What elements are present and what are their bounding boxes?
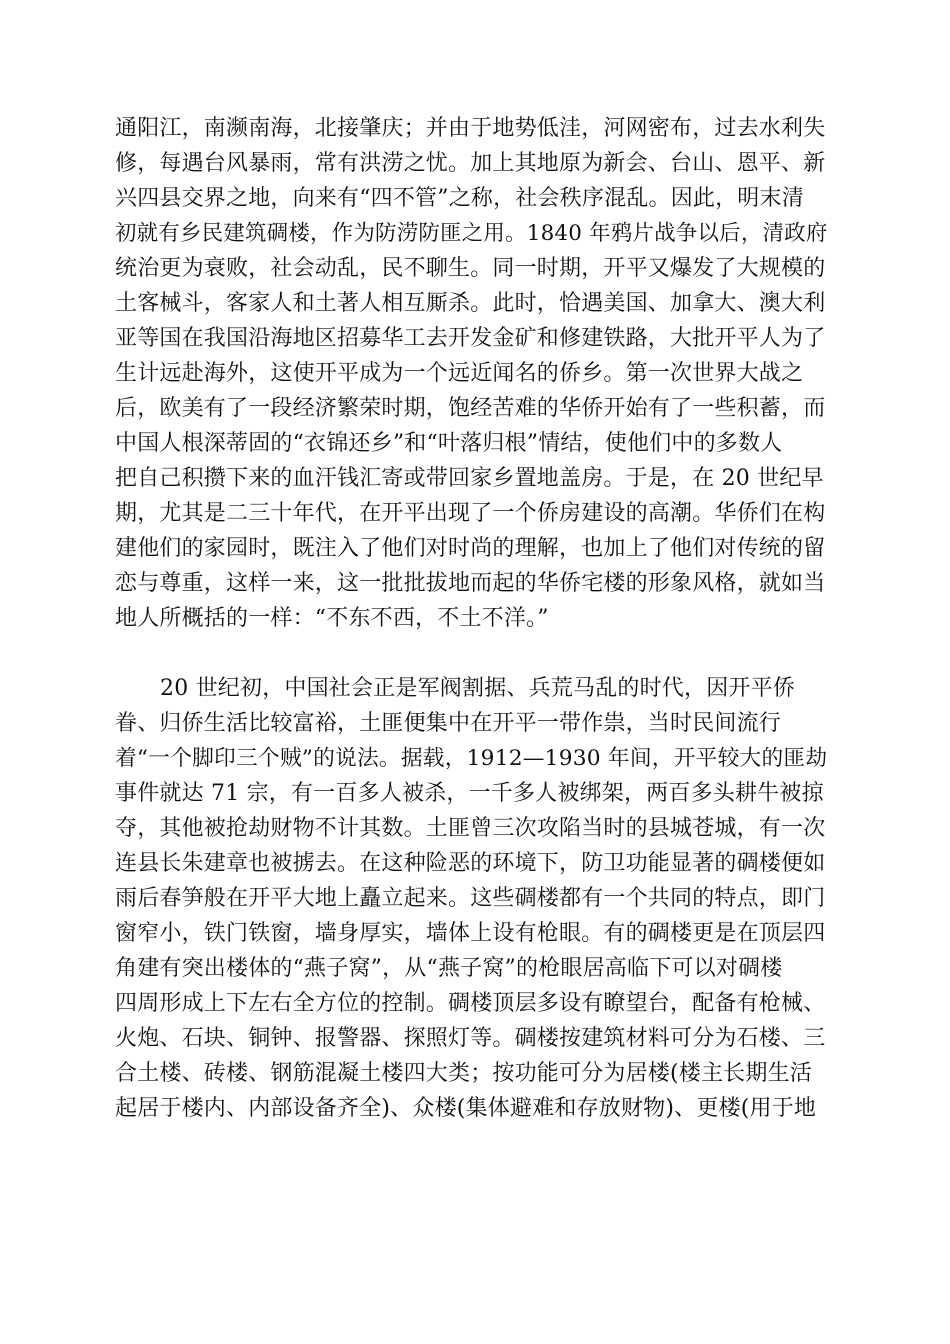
text-line: 亚等国在我国沿海地区招募华工去开发金矿和修建铁路，大批开平人为了	[115, 326, 826, 351]
text-line: 中国人根深蒂固的“衣锦还乡”和“叶落归根”情结，使他们中的多数人	[115, 431, 783, 456]
text-line: 地人所概括的一样：“不东不西，不土不洋。”	[115, 606, 549, 631]
text-line: 雨后春笋般在开平大地上矗立起来。这些碉楼都有一个共同的特点，即门	[115, 886, 826, 911]
text-line: 土客械斗，客家人和土著人相互厮杀。此时，恰遇美国、加拿大、澳大利	[115, 291, 826, 316]
text-line: 着“一个脚印三个贼”的说法。据载，1912—1930 年间，开平较大的匪劫	[115, 746, 828, 771]
text-line: 合土楼、砖楼、钢筋混凝土楼四大类；按功能可分为居楼(楼主长期生活	[115, 1061, 812, 1086]
text-line: 统治更为衰败，社会动乱，民不聊生。同一时期，开平又爆发了大规模的	[115, 256, 826, 281]
text-line: 后，欧美有了一段经济繁荣时期，饱经苦难的华侨开始有了一些积蓄，而	[115, 396, 826, 421]
text-line: 修，每遇台风暴雨，常有洪涝之忧。加上其地原为新会、台山、恩平、新	[115, 151, 826, 176]
text-line: 通阳江，南濒南海，北接肇庆；并由于地势低洼，河网密布，过去水利失	[115, 116, 826, 141]
text-line: 初就有乡民建筑碉楼，作为防涝防匪之用。1840 年鸦片战争以后，清政府	[115, 221, 828, 246]
text-line: 期，尤其是二三十年代，在开平出现了一个侨房建设的高潮。华侨们在构	[115, 501, 826, 526]
text-line: 20 世纪初，中国社会正是军阀割据、兵荒马乱的时代，因开平侨	[160, 676, 795, 701]
text-line: 生计远赴海外，这使开平成为一个远近闻名的侨乡。第一次世界大战之	[115, 361, 804, 386]
text-line: 四周形成上下左右全方位的控制。碉楼顶层多设有瞭望台，配备有枪械、	[115, 991, 826, 1016]
text-line: 建他们的家园时，既注入了他们对时尚的理解，也加上了他们对传统的留	[115, 536, 826, 561]
text-line: 角建有突出楼体的“燕子窝”，从“燕子窝”的枪眼居高临下可以对碉楼	[115, 956, 783, 981]
text-line: 把自己积攒下来的血汗钱汇寄或带回家乡置地盖房。于是，在 20 世纪早	[115, 466, 824, 491]
text-line: 恋与尊重，这样一来，这一批批拔地而起的华侨宅楼的形象风格，就如当	[115, 571, 826, 596]
text-line: 窗窄小，铁门铁窗，墙身厚实，墙体上设有枪眼。有的碉楼更是在顶层四	[115, 921, 826, 946]
text-line: 连县长朱建章也被掳去。在这种险恶的环境下，防卫功能显著的碉楼便如	[115, 851, 826, 876]
text-line: 夺，其他被抢劫财物不计其数。土匪曾三次攻陷当时的县城苍城，有一次	[115, 816, 826, 841]
text-line: 事件就达 71 宗，有一百多人被杀，一千多人被绑架，两百多头耕牛被掠	[115, 781, 824, 806]
text-line: 眷、归侨生活比较富裕，土匪便集中在开平一带作祟，当时民间流行	[115, 711, 782, 736]
text-line: 兴四县交界之地，向来有“四不管”之称，社会秩序混乱。因此，明末清	[115, 186, 804, 211]
text-line: 火炮、石块、铜钟、报警器、探照灯等。碉楼按建筑材料可分为石楼、三	[115, 1026, 826, 1051]
text-line: 起居于楼内、内部设备齐全)、众楼(集体避难和存放财物)、更楼(用于地	[115, 1096, 817, 1121]
